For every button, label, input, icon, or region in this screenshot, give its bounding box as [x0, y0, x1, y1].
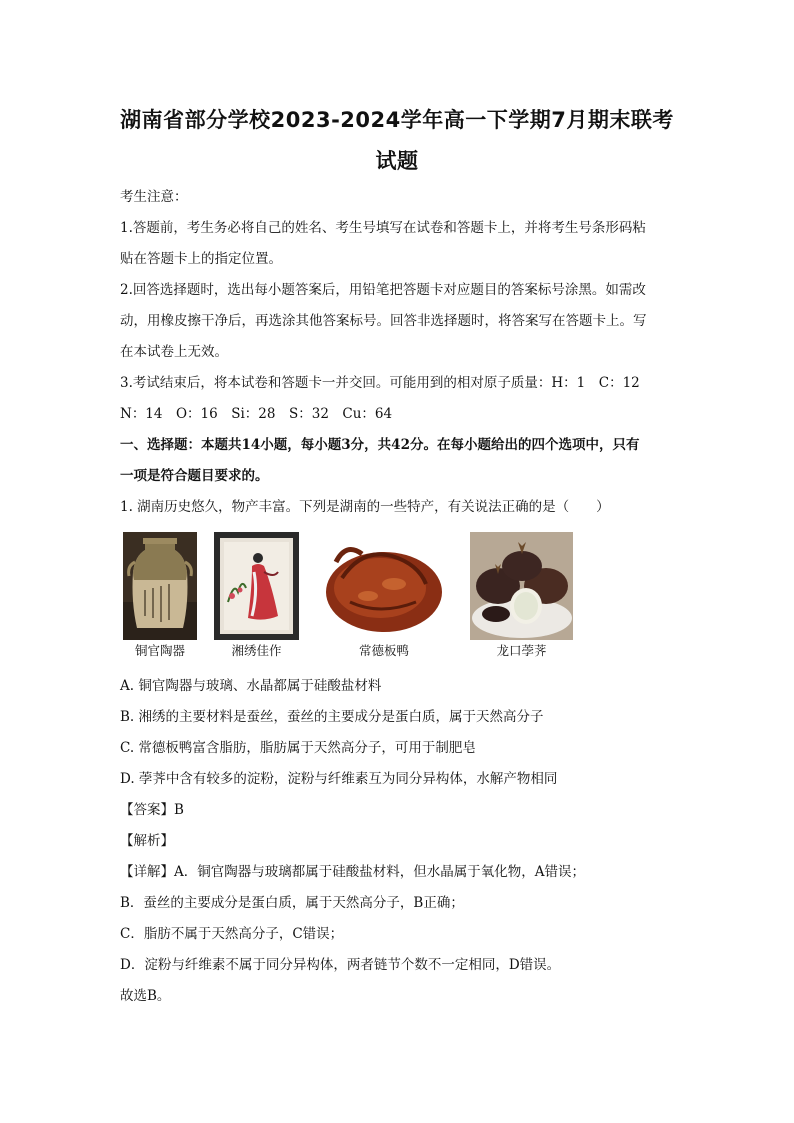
- notice-item-2-cont2: 在本试卷上无效。: [120, 344, 228, 360]
- option-d: D. 荸荠中含有较多的淀粉，淀粉与纤维素互为同分异构体，水解产物相同: [120, 771, 558, 787]
- notice-item-1-cont: 贴在答题卡上的指定位置。: [120, 251, 282, 267]
- detail-line-3: C．脂肪不属于天然高分子，C错误；: [120, 926, 344, 942]
- detail-line-4: D．淀粉与纤维素不属于同分异构体，两者链节个数不一定相同，D错误。: [120, 957, 561, 973]
- detail-line-1: 【详解】A．铜官陶器与玻璃都属于硅酸盐材料，但水晶属于氧化物，A错误；: [120, 864, 585, 880]
- option-a: A. 铜官陶器与玻璃、水晶都属于硅酸盐材料: [120, 678, 382, 694]
- analysis-label: 【解析】: [120, 833, 174, 849]
- notice-heading: 考生注意：: [120, 189, 188, 205]
- answer-label: 【答案】B: [120, 802, 184, 818]
- atomic-masses: N：14 O：16 Si：28 S：32 Cu：64: [120, 406, 393, 422]
- conclusion: 故选B。: [120, 988, 171, 1004]
- notice-item-2-cont: 动，用橡皮擦干净后，再选涂其他答案标号。回答非选择题时，将答案写在答题卡上。写: [120, 313, 647, 329]
- section-heading: 一、选择题：本题共14小题，每小题3分，共42分。在每小题给出的四个选项中，只有: [120, 437, 640, 453]
- caption-duck: 常德板鸭: [358, 643, 409, 658]
- water-chestnut-image: [470, 532, 573, 640]
- notice-item-2: 2.回答选择题时，选出每小题答案后，用铅笔把答题卡对应题目的答案标号涂黑。如需改: [120, 282, 646, 298]
- option-c: C. 常德板鸭富含脂肪，脂肪属于天然高分子，可用于制肥皂: [120, 740, 476, 756]
- notice-item-1: 1.答题前，考生务必将自己的姓名、考生号填写在试卷和答题卡上，并将考生号条形码粘: [120, 220, 646, 236]
- page-title: 湖南省部分学校2023-2024学年高一下学期7月期末联考: [120, 108, 674, 132]
- caption-water-chestnut: 龙口荸荠: [496, 643, 547, 658]
- embroidery-image: [214, 532, 299, 640]
- duck-image: [320, 532, 448, 640]
- question-stem: 1. 湖南历史悠久，物产丰富。下列是湖南的一些特产，有关说法正确的是（ ）: [120, 499, 610, 515]
- detail-line-2: B．蚕丝的主要成分是蛋白质，属于天然高分子，B正确；: [120, 895, 464, 911]
- option-b: B. 湘绣的主要材料是蚕丝，蚕丝的主要成分是蛋白质，属于天然高分子: [120, 709, 544, 725]
- pottery-image: [123, 532, 197, 640]
- page-title-continued: 试题: [375, 149, 419, 173]
- caption-pottery: 铜官陶器: [134, 643, 185, 658]
- notice-item-3: 3.考试结束后，将本试卷和答题卡一并交回。可能用到的相对原子质量：H：1 C：12: [120, 375, 640, 391]
- caption-embroidery: 湘绣佳作: [231, 643, 282, 658]
- section-heading-cont: 一项是符合题目要求的。: [120, 468, 269, 484]
